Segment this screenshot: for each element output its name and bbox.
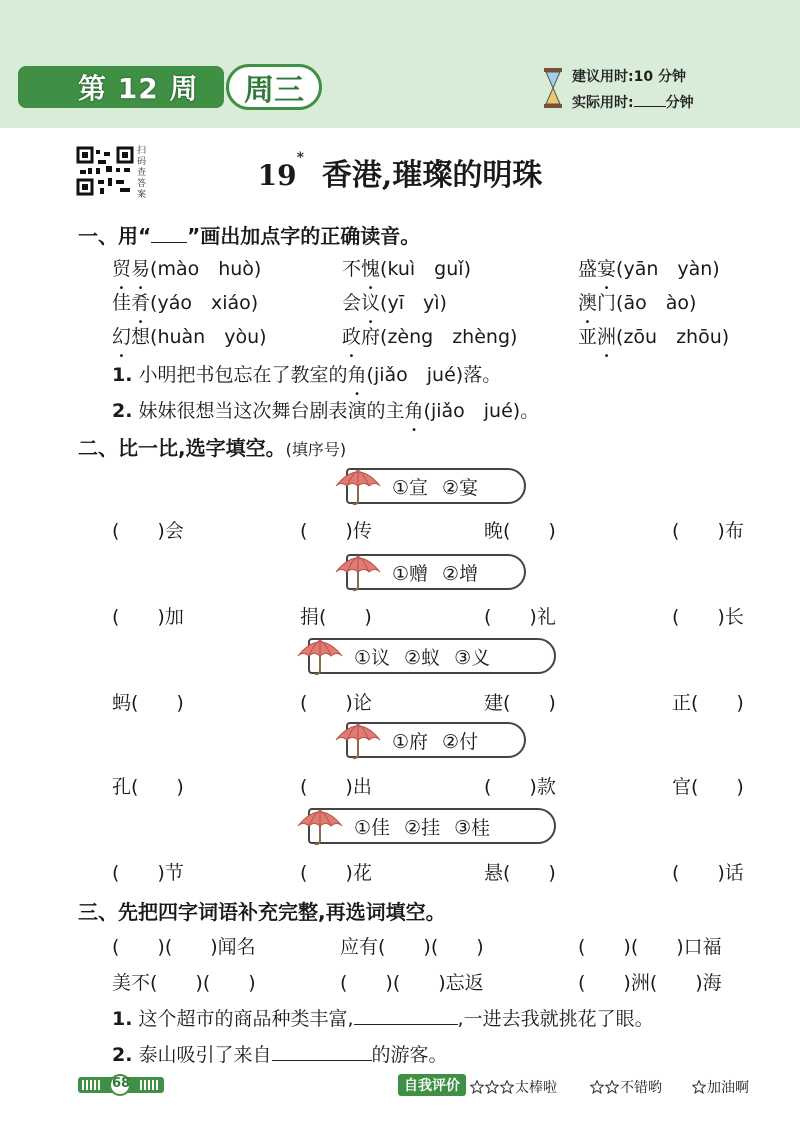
page-number-badge	[78, 1074, 164, 1096]
pinyin-item[interactable]: 不愧(kuì guǐ)	[342, 258, 471, 280]
fill-blank[interactable]: 正( )	[672, 692, 744, 714]
fill-blank[interactable]: 建( )	[484, 692, 556, 714]
fill-sentence-2: 2. 泰山吸引了来自 的游客。	[112, 1044, 448, 1066]
pinyin-item[interactable]: 澳门(āo ào)	[578, 292, 697, 314]
page-number: 68	[111, 1076, 131, 1091]
umbrella-icon	[334, 464, 382, 508]
answer-blank[interactable]	[272, 1044, 372, 1061]
fill-blank[interactable]: ( )长	[672, 606, 744, 628]
fill-blank[interactable]: 晚( )	[484, 520, 556, 542]
star-icon	[470, 1080, 484, 1094]
qr-caption: 扫码查答案	[137, 146, 147, 200]
fill-blank[interactable]: ( )话	[672, 862, 744, 884]
option-box: ①赠 ②增	[346, 554, 526, 590]
idiom-blank[interactable]: ( )洲( )海	[578, 972, 722, 994]
pinyin-item[interactable]: 政府(zèng zhèng)	[342, 326, 518, 348]
eval-option-2-stars[interactable]: 不错哟	[590, 1077, 662, 1097]
pinyin-item[interactable]: 盛宴(yān yàn)	[578, 258, 720, 280]
fill-blank[interactable]: ( )出	[300, 776, 372, 798]
fill-blank[interactable]: ( )花	[300, 862, 372, 884]
option-box: ①府 ②付	[346, 722, 526, 758]
pinyin-item[interactable]: 佳肴(yáo xiáo)	[112, 292, 259, 314]
star-icon	[590, 1080, 604, 1094]
day-label: 周三	[226, 64, 322, 110]
star-icon	[605, 1080, 619, 1094]
suggested-time: 建议用时:10 分钟	[572, 69, 686, 85]
fill-blank[interactable]: ( )论	[300, 692, 372, 714]
fill-blank[interactable]: 官( )	[672, 776, 744, 798]
pinyin-item[interactable]: 贸易(mào huò)	[112, 258, 262, 280]
eval-option-1-star[interactable]: 加油啊	[692, 1077, 749, 1097]
sentence-1[interactable]: 1. 小明把书包忘在了教室的角(jiǎo jué)落。	[112, 364, 502, 386]
underline-sample	[151, 226, 187, 243]
fill-blank[interactable]: ( )节	[112, 862, 184, 884]
time-box	[538, 62, 738, 114]
fill-sentence-1: 1. 这个超市的商品种类丰富, ,一进去我就挑花了眼。	[112, 1008, 654, 1030]
hourglass-icon	[542, 66, 564, 110]
fill-blank[interactable]: 蚂( )	[112, 692, 184, 714]
idiom-blank[interactable]: 美不( )( )	[112, 972, 256, 994]
lesson-title: 19* 香港,璀璨的明珠	[257, 150, 543, 193]
fill-blank[interactable]: 悬( )	[484, 862, 556, 884]
week-label: 第 12 周	[18, 66, 224, 108]
actual-time-blank[interactable]	[634, 90, 666, 107]
option-box: ①宣 ②宴	[346, 468, 526, 504]
fill-blank[interactable]: ( )会	[112, 520, 184, 542]
actual-time: 实际用时: 分钟	[572, 90, 694, 112]
pinyin-item[interactable]: 亚洲(zōu zhōu)	[578, 326, 730, 348]
umbrella-icon	[334, 550, 382, 594]
fill-blank[interactable]: ( )礼	[484, 606, 556, 628]
fill-blank[interactable]: ( )加	[112, 606, 184, 628]
umbrella-icon	[296, 634, 344, 678]
idiom-blank[interactable]: 应有( )( )	[340, 936, 484, 958]
option-box: ①议 ②蚁 ③义	[308, 638, 556, 674]
fill-blank[interactable]: 孔( )	[112, 776, 184, 798]
fill-blank[interactable]: ( )布	[672, 520, 744, 542]
idiom-blank[interactable]: ( )( )口福	[578, 936, 722, 958]
option-box: ①佳 ②挂 ③桂	[308, 808, 556, 844]
self-eval-label: 自我评价	[398, 1074, 466, 1096]
answer-blank[interactable]	[354, 1008, 458, 1025]
sentence-2[interactable]: 2. 妹妹很想当这次舞台剧表演的主角(jiǎo jué)。	[112, 400, 540, 422]
star-icon	[692, 1080, 706, 1094]
section2-heading: 二、比一比,选字填空。(填序号)	[78, 436, 347, 460]
star-icon	[500, 1080, 514, 1094]
idiom-blank[interactable]: ( )( )忘返	[340, 972, 484, 994]
umbrella-icon	[334, 718, 382, 762]
section3-heading: 三、先把四字词语补充完整,再选词填空。	[78, 900, 446, 924]
star-icon	[485, 1080, 499, 1094]
pinyin-item[interactable]: 幻想(huàn yòu)	[112, 326, 267, 348]
section1-heading: 一、用“ ”画出加点字的正确读音。	[78, 224, 421, 248]
fill-blank[interactable]: ( )传	[300, 520, 372, 542]
fill-blank[interactable]: 捐( )	[300, 606, 372, 628]
fill-blank[interactable]: ( )款	[484, 776, 556, 798]
umbrella-icon	[296, 804, 344, 848]
eval-option-3-stars[interactable]: 太棒啦	[470, 1077, 557, 1097]
pinyin-item[interactable]: 会议(yī yì)	[342, 292, 447, 314]
idiom-blank[interactable]: ( )( )闻名	[112, 936, 256, 958]
